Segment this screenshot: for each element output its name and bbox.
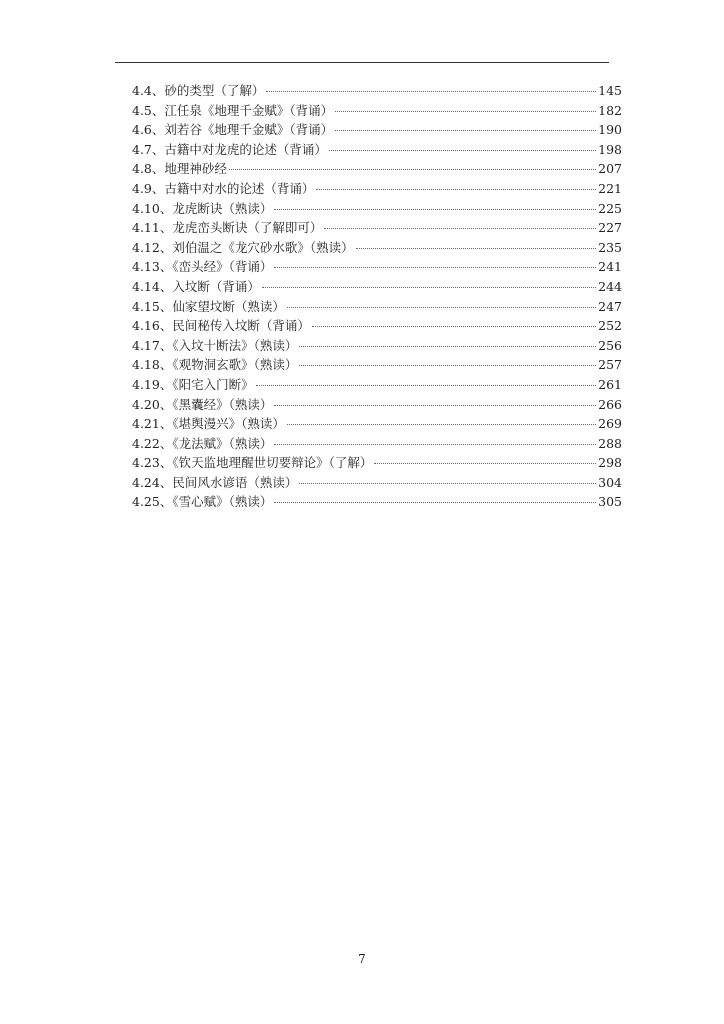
toc-entry-page: 182 — [598, 102, 622, 118]
toc-entry[interactable] — [132, 395, 622, 415]
toc-entry-title: 4.11、龙虎峦头断诀（了解即可） — [132, 220, 323, 236]
toc-dot-leader — [329, 150, 596, 151]
toc-entry[interactable] — [132, 375, 622, 395]
toc-entry-page: 252 — [598, 318, 622, 334]
toc-entry-page: 266 — [598, 396, 622, 412]
toc-dot-leader — [312, 326, 596, 327]
header-rule — [115, 62, 609, 63]
toc-entry-page: 190 — [598, 122, 622, 138]
toc-entry-title: 4.24、民间风水谚语（熟读） — [132, 474, 298, 490]
toc-entry-title: 4.4、砂的类型（了解） — [132, 83, 265, 98]
toc-entry-title: 4.8、地理神砂经 — [132, 161, 227, 177]
toc-entry-page: 221 — [598, 180, 622, 196]
toc-dot-leader — [335, 130, 596, 131]
toc-entry-title: 4.19、《阳宅入门断》 — [132, 376, 254, 392]
toc-entry[interactable] — [132, 414, 622, 434]
toc-dot-leader — [324, 228, 596, 229]
toc-entry[interactable] — [132, 277, 622, 297]
toc-entry-page: 241 — [598, 259, 622, 275]
toc-entry[interactable] — [132, 140, 622, 160]
toc-entry-title: 4.20、《黑囊经》（熟读） — [132, 396, 273, 412]
toc-entry-title: 4.18、《观物洞玄歌》（熟读） — [132, 357, 298, 373]
toc-entry[interactable] — [132, 492, 622, 512]
toc-entry[interactable] — [132, 238, 622, 258]
toc-entry-title: 4.13、《峦头经》（背诵） — [132, 259, 273, 275]
toc-entry[interactable] — [132, 355, 622, 375]
toc-entry-title: 4.5、江任泉《地理千金赋》（背诵） — [132, 102, 334, 118]
toc-entry-page: 145 — [598, 83, 622, 98]
toc-entry-page: 244 — [598, 278, 622, 294]
toc-entry[interactable] — [132, 453, 622, 473]
toc-entry[interactable] — [132, 336, 622, 356]
toc-entry-page: 288 — [598, 435, 622, 451]
page-number: 7 — [358, 952, 366, 966]
toc-dot-leader — [274, 444, 596, 445]
toc-dot-leader — [274, 209, 596, 210]
toc-entry[interactable] — [132, 179, 622, 199]
toc-entry-page: 227 — [598, 220, 622, 236]
toc-entry-title: 4.7、古籍中对龙虎的论述（背诵） — [132, 141, 327, 157]
toc-dot-leader — [287, 307, 596, 308]
toc-dot-leader — [356, 248, 597, 249]
toc-entry-title: 4.15、仙家望坟断（熟读） — [132, 298, 285, 314]
toc-entry-page: 207 — [598, 161, 622, 177]
toc-entry-page: 304 — [598, 474, 622, 490]
toc-entry-title: 4.9、古籍中对水的论述（背诵） — [132, 180, 315, 196]
toc-dot-leader — [299, 483, 596, 484]
toc-entry-page: 257 — [598, 357, 622, 373]
toc-entry-title: 4.22、《龙法赋》（熟读） — [132, 435, 273, 451]
toc-entry[interactable] — [132, 120, 622, 140]
toc-entry-title: 4.17、《入坟十断法》（熟读） — [132, 337, 298, 353]
toc-entry-title: 4.6、刘若谷《地理千金赋》（背诵） — [132, 122, 334, 138]
toc-dot-leader — [299, 365, 596, 366]
toc-entry[interactable] — [132, 199, 622, 219]
toc-entry-title: 4.23、《钦天监地理醒世切要辩论》（了解） — [132, 455, 373, 471]
toc-dot-leader — [316, 189, 596, 190]
toc-entry[interactable] — [132, 257, 622, 277]
toc-dot-leader — [274, 267, 596, 268]
toc-dot-leader — [229, 169, 596, 170]
toc-entry-page: 247 — [598, 298, 622, 314]
toc-dot-leader — [256, 385, 597, 386]
toc-entry[interactable] — [132, 473, 622, 493]
toc-entry-page: 235 — [598, 239, 622, 255]
toc-entry-page: 198 — [598, 141, 622, 157]
toc-entry-title: 4.14、入坟断（背诵） — [132, 278, 260, 294]
toc-entry-title: 4.16、民间秘传入坟断（背诵） — [132, 318, 310, 334]
toc-entry[interactable] — [132, 159, 622, 179]
toc-dot-leader — [266, 91, 596, 92]
toc-entry-title: 4.10、龙虎断诀（熟读） — [132, 200, 273, 216]
toc-entry-title: 4.21、《堪舆漫兴》（熟读） — [132, 416, 285, 432]
toc-entry-page: 298 — [598, 455, 622, 471]
toc-entry[interactable] — [132, 434, 622, 454]
toc-dot-leader — [335, 111, 596, 112]
toc-dot-leader — [262, 287, 596, 288]
toc-entry[interactable] — [132, 81, 622, 101]
toc-entry-title: 4.25、《雪心赋》（熟读） — [132, 494, 273, 510]
toc-dot-leader — [274, 502, 596, 503]
toc-dot-leader — [287, 424, 596, 425]
toc-dot-leader — [274, 405, 596, 406]
toc-dot-leader — [374, 463, 596, 464]
toc-entry-page: 305 — [598, 494, 622, 510]
toc-entry-page: 261 — [598, 376, 622, 392]
toc-entry[interactable] — [132, 218, 622, 238]
toc-entry-title: 4.12、刘伯温之《龙穴砂水歌》（熟读） — [132, 239, 354, 255]
toc-dot-leader — [299, 346, 596, 347]
toc-entry[interactable] — [132, 101, 622, 121]
toc-entry-page: 225 — [598, 200, 622, 216]
toc-entry-page: 256 — [598, 337, 622, 353]
table-of-contents — [132, 81, 622, 512]
toc-entry[interactable] — [132, 297, 622, 317]
toc-entry-page: 269 — [598, 416, 622, 432]
toc-entry[interactable] — [132, 316, 622, 336]
